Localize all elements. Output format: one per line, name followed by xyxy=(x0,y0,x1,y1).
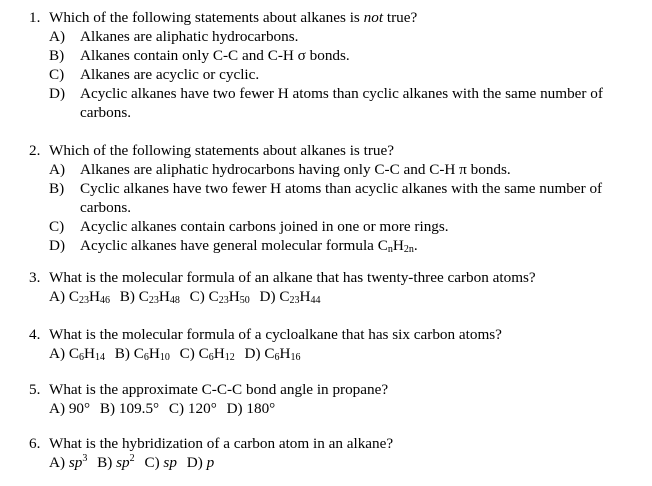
option-text xyxy=(80,236,641,255)
formula-subscript: 2n xyxy=(403,244,414,255)
formula-symbol: H xyxy=(392,237,404,254)
option-b xyxy=(97,454,135,471)
formula-symbol: H xyxy=(228,288,240,305)
stem-part: true? xyxy=(383,9,418,26)
question-text xyxy=(49,8,417,27)
options-list xyxy=(29,453,641,472)
option-text: 90° xyxy=(68,400,91,417)
option-text: 109.5° xyxy=(118,400,160,417)
option-d xyxy=(260,288,321,305)
formula-subscript: 10 xyxy=(159,352,170,363)
option-label: D) xyxy=(259,288,276,305)
option-c xyxy=(169,400,217,417)
option-label: B) xyxy=(49,180,65,197)
question-number: 3. xyxy=(29,269,41,286)
options-list xyxy=(29,344,641,363)
option-label: B) xyxy=(114,345,130,362)
options-list xyxy=(29,287,641,306)
option-label: B) xyxy=(119,288,135,305)
question-text: What is the hybridization of a carbon atom in an alkane? xyxy=(49,435,394,452)
options-list xyxy=(49,27,641,122)
option-text: Alkanes are acyclic or cyclic. xyxy=(80,66,260,83)
option-b xyxy=(49,46,641,65)
question-text: What is the molecular formula of a cycloalkane that has six carbon atoms? xyxy=(49,326,502,343)
question-2 xyxy=(29,141,641,255)
hybridization-base: sp xyxy=(116,454,130,471)
option-a xyxy=(49,454,87,471)
option-b xyxy=(120,288,180,305)
question-stem xyxy=(29,434,641,453)
formula-subscript: 23 xyxy=(78,295,89,306)
hybridization-base: sp xyxy=(68,454,83,471)
formula-symbol: H xyxy=(88,288,100,305)
option-label: C) xyxy=(49,218,65,235)
hybridization-superscript: 2 xyxy=(129,453,135,464)
formula-symbol: C xyxy=(208,288,219,305)
option-label: B) xyxy=(97,454,113,471)
question-4 xyxy=(29,325,641,363)
question-stem xyxy=(29,268,641,287)
formula-symbol: H xyxy=(158,288,170,305)
question-text: What is the approximate C-C-C bond angle in propane? xyxy=(49,381,389,398)
formula-symbol: H xyxy=(279,345,291,362)
option-d xyxy=(49,84,641,122)
option-label: D) xyxy=(49,237,66,254)
option-a xyxy=(49,27,641,46)
question-stem xyxy=(29,8,641,27)
option-label: D) xyxy=(186,454,203,471)
formula-symbol: C xyxy=(68,345,79,362)
formula-subscript: 48 xyxy=(169,295,180,306)
stem-part: Which of the following statements about alkanes is xyxy=(49,9,364,26)
option-a xyxy=(49,160,641,179)
question-number: 5. xyxy=(29,381,41,398)
option-label: D) xyxy=(49,85,66,102)
formula-subscript: 23 xyxy=(148,295,159,306)
question-stem xyxy=(29,141,641,160)
option-a xyxy=(49,288,110,305)
option-c xyxy=(180,345,235,362)
hybridization-superscript: 3 xyxy=(82,453,88,464)
question-1 xyxy=(29,8,641,122)
formula-end: . xyxy=(413,237,418,254)
formula-symbol: H xyxy=(83,345,95,362)
option-label: A) xyxy=(49,345,66,362)
question-5 xyxy=(29,380,641,418)
option-label: C) xyxy=(179,345,195,362)
question-number: 4. xyxy=(29,326,41,343)
question-6 xyxy=(29,434,641,472)
question-text: What is the molecular formula of an alkane that has twenty-three carbon atoms? xyxy=(49,269,536,286)
formula-subscript: n xyxy=(387,244,393,255)
option-label: A) xyxy=(49,288,66,305)
formula-subscript: 6 xyxy=(78,352,84,363)
formula-subscript: 46 xyxy=(99,295,110,306)
formula-subscript: 16 xyxy=(290,352,301,363)
hybridization-base: sp xyxy=(163,454,177,471)
option-d xyxy=(227,400,276,417)
option-text: Cyclic alkanes have two fewer H atoms than acyclic alkanes with the same number of carbons. xyxy=(80,180,603,216)
formula-subscript: 6 xyxy=(143,352,149,363)
option-text: Alkanes are aliphatic hydrocarbons. xyxy=(80,28,299,45)
formula-subscript: 14 xyxy=(94,352,105,363)
option-text: Alkanes are aliphatic hydrocarbons having only C-C and C-H π bonds. xyxy=(80,161,511,178)
question-number: 6. xyxy=(29,435,41,452)
options-list xyxy=(49,160,641,255)
option-text: 120° xyxy=(187,400,217,417)
option-label: A) xyxy=(49,454,66,471)
option-label: B) xyxy=(99,400,116,417)
option-b xyxy=(115,345,170,362)
stem-emphasis: not xyxy=(363,9,384,26)
question-number: 2. xyxy=(29,142,41,159)
formula-symbol: C xyxy=(198,345,209,362)
question-stem xyxy=(29,325,641,344)
option-label: C) xyxy=(49,66,65,83)
option-label: D) xyxy=(226,400,243,417)
options-list xyxy=(29,399,641,418)
formula-symbol: H xyxy=(148,345,160,362)
option-label: A) xyxy=(49,161,66,178)
option-label: D) xyxy=(244,345,261,362)
option-text: Alkanes contain only C-C and C-H σ bonds. xyxy=(80,47,350,64)
formula-symbol: C xyxy=(68,288,79,305)
option-label: C) xyxy=(189,288,205,305)
option-label: A) xyxy=(49,400,66,417)
formula-symbol: C xyxy=(279,288,290,305)
formula-subscript: 23 xyxy=(289,295,300,306)
formula-symbol: C xyxy=(138,288,149,305)
question-3 xyxy=(29,268,641,306)
option-c xyxy=(49,65,641,84)
formula-symbol: C xyxy=(377,237,388,254)
option-d xyxy=(245,345,301,362)
option-c xyxy=(144,454,177,471)
formula-symbol: H xyxy=(299,288,311,305)
formula-subscript: 12 xyxy=(224,352,235,363)
formula-subscript: 23 xyxy=(218,295,229,306)
option-b xyxy=(49,179,641,217)
option-text: Acyclic alkanes have two fewer H atoms than cyclic alkanes with the same number of carbons. xyxy=(80,85,603,121)
formula-subscript: 44 xyxy=(310,295,321,306)
option-b xyxy=(100,400,159,417)
formula-subscript: 50 xyxy=(239,295,250,306)
option-text: Acyclic alkanes contain carbons joined in one or more rings. xyxy=(80,218,449,235)
option-text-part: Acyclic alkanes have general molecular formula xyxy=(80,237,378,254)
formula-symbol: H xyxy=(213,345,225,362)
option-c xyxy=(190,288,250,305)
option-label: C) xyxy=(168,400,185,417)
molecular-formula xyxy=(378,237,418,254)
formula-symbol: C xyxy=(264,345,275,362)
option-text: 180° xyxy=(246,400,276,417)
hybridization-base: p xyxy=(206,454,215,471)
option-a xyxy=(49,400,90,417)
formula-subscript: 6 xyxy=(208,352,214,363)
option-d xyxy=(49,236,641,255)
option-c xyxy=(49,217,641,236)
option-d xyxy=(187,454,214,471)
option-a xyxy=(49,345,105,362)
option-label: B) xyxy=(49,47,65,64)
option-label: C) xyxy=(144,454,160,471)
question-text: Which of the following statements about alkanes is true? xyxy=(49,142,394,159)
option-label: A) xyxy=(49,28,66,45)
question-number: 1. xyxy=(29,9,41,26)
formula-subscript: 6 xyxy=(274,352,280,363)
formula-symbol: C xyxy=(133,345,144,362)
question-stem xyxy=(29,380,641,399)
